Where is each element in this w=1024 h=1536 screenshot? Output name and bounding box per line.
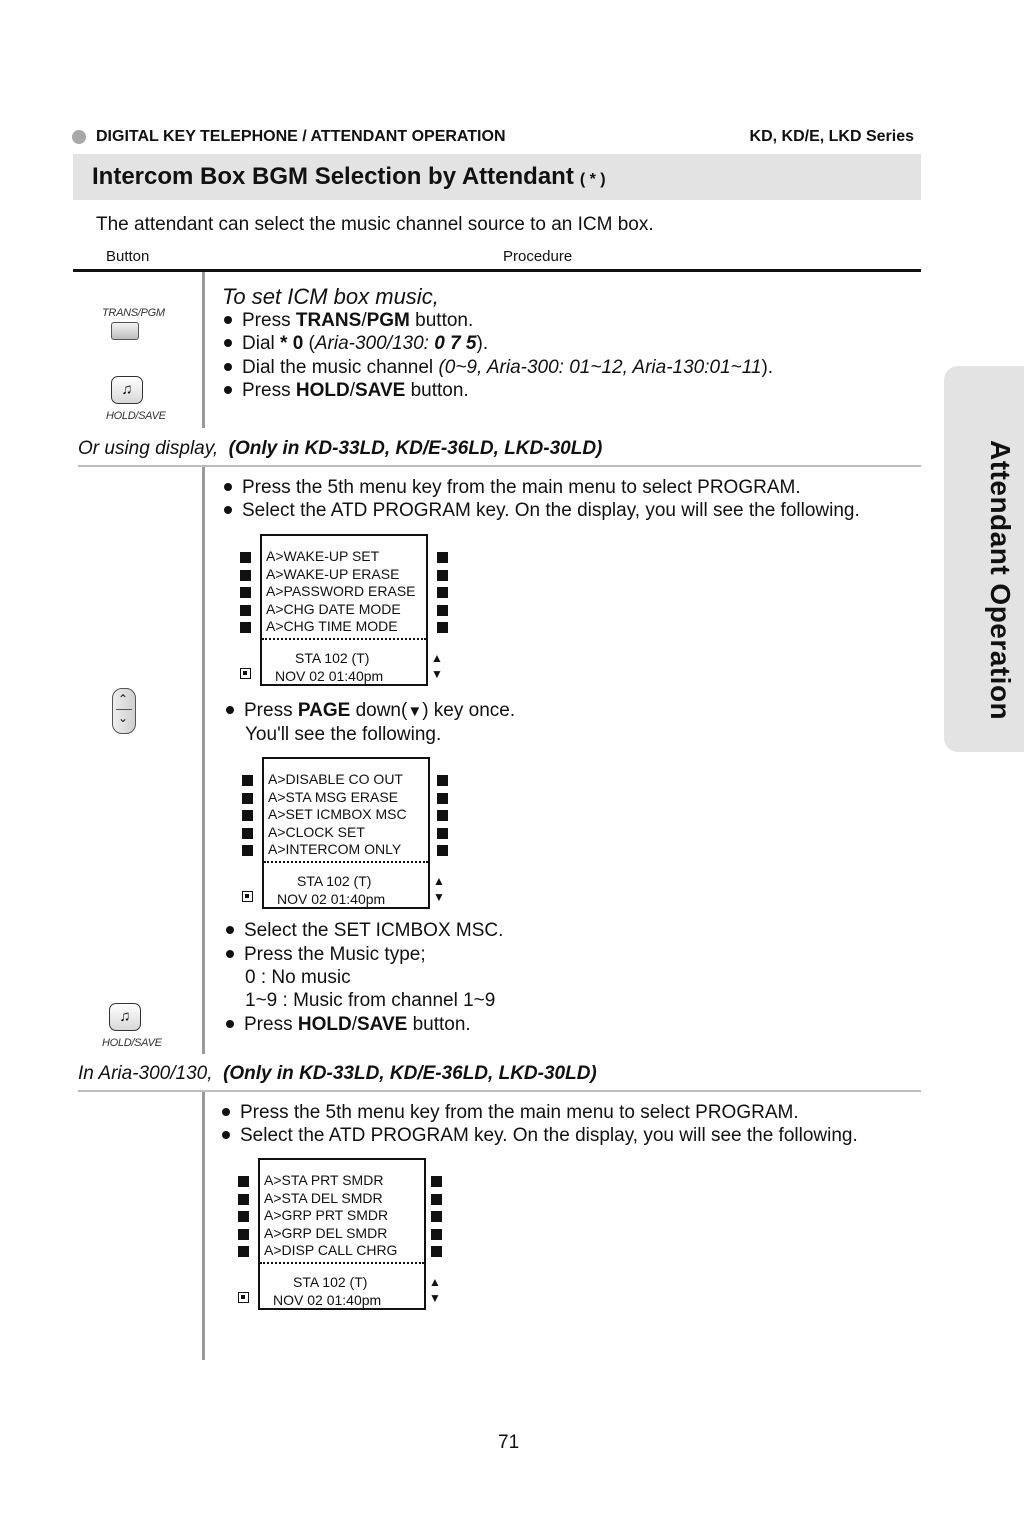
lcd-station-status: STA 102 (T) — [295, 650, 370, 666]
step-press-hold-save-2: Press HOLD/SAVE button. — [226, 1014, 471, 1036]
softkey-right-1 — [437, 775, 448, 786]
lcd-row: A>DISABLE CO OUT — [268, 771, 403, 787]
intro-text: The attendant can select the music channel source to an ICM box. — [96, 214, 654, 235]
lcd-indicator-icon — [240, 668, 251, 679]
lcd-separator — [260, 1262, 424, 1264]
bullet-icon — [226, 1020, 234, 1028]
softkey-right-5 — [431, 1246, 442, 1257]
step-5th-menu-key: Press the 5th menu key from the main menu to select PROGRAM. — [224, 477, 801, 499]
softkey-right-5 — [437, 845, 448, 856]
scroll-up-arrow-icon: ▲ — [431, 651, 443, 665]
scroll-up-arrow-icon: ▲ — [429, 1275, 441, 1289]
lcd-indicator-icon — [242, 891, 253, 902]
hold-save-key-icon: ♫ — [109, 1003, 141, 1031]
section3-heading: In Aria-300/130, (Only in KD-33LD, KD/E-36LD, LKD-30LD) — [78, 1063, 597, 1084]
down-triangle-icon: ▼ — [407, 703, 423, 720]
column-header-button: Button — [106, 248, 150, 265]
lcd-row: A>SET ICMBOX MSC — [268, 806, 407, 822]
lcd-row: A>STA DEL SMDR — [264, 1190, 383, 1206]
bullet-icon — [222, 1108, 230, 1116]
step-press-page-down: Press PAGE down(▼) key once. — [226, 700, 515, 722]
bullet-icon — [224, 363, 232, 371]
softkey-right-3 — [437, 810, 448, 821]
bullet-icon — [224, 506, 232, 514]
softkey-left-4 — [240, 605, 251, 616]
softkey-right-3 — [431, 1211, 442, 1222]
step-dial-code: Dial * 0 (Aria-300/130: 0 7 5). — [224, 333, 488, 355]
softkey-right-5 — [437, 622, 448, 633]
page-number: 71 — [498, 1432, 520, 1453]
hold-save-key-icon: ♫ — [111, 376, 143, 404]
softkey-right-4 — [431, 1229, 442, 1240]
softkey-left-5 — [242, 845, 253, 856]
softkey-right-4 — [437, 828, 448, 839]
section2-heading: Or using display, (Only in KD-33LD, KD/E-36LD, LKD-30LD) — [78, 438, 603, 459]
hold-save-label: HOLD/SAVE — [106, 410, 166, 422]
softkey-left-2 — [238, 1194, 249, 1205]
page-down-chevron-icon: ⌄ — [118, 711, 129, 725]
step-select-atd-program: Select the ATD PROGRAM key. On the display, you will see the following. — [222, 1125, 858, 1147]
scroll-down-arrow-icon: ▼ — [429, 1291, 441, 1305]
lcd-station-status: STA 102 (T) — [297, 873, 372, 889]
chapter-side-tab-label: Attendant Operation — [985, 440, 1016, 721]
softkey-left-1 — [240, 552, 251, 563]
trans-pgm-label: TRANS/PGM — [102, 307, 165, 319]
title-mark: ( * ) — [579, 171, 606, 188]
header-bullet-icon — [72, 130, 86, 144]
trans-pgm-key-icon — [111, 322, 139, 340]
softkey-right-2 — [437, 793, 448, 804]
bullet-icon — [226, 950, 234, 958]
lcd-row: A>CHG DATE MODE — [266, 601, 401, 617]
lcd-row: A>GRP PRT SMDR — [264, 1207, 389, 1223]
step-5th-menu-key: Press the 5th menu key from the main menu to select PROGRAM. — [222, 1102, 799, 1124]
lcd-display-3 — [238, 1158, 498, 1313]
section1-subtitle: To set ICM box music, — [222, 284, 439, 309]
bullet-icon — [224, 339, 232, 347]
step-press-music-type: Press the Music type; — [226, 944, 426, 966]
softkey-left-2 — [240, 570, 251, 581]
column-divider — [202, 272, 205, 428]
page-key-divider — [116, 709, 132, 710]
step-dial-channel: Dial the music channel (0~9, Aria-300: 01~12, Aria-130:01~11). — [224, 357, 773, 379]
bullet-icon — [224, 483, 232, 491]
lcd-row: A>WAKE-UP ERASE — [266, 566, 400, 582]
lcd-row: A>STA PRT SMDR — [264, 1172, 384, 1188]
column-divider — [202, 467, 205, 1054]
step-select-atd-program: Select the ATD PROGRAM key. On the display, you will see the following. — [224, 500, 860, 522]
softkey-left-1 — [238, 1176, 249, 1187]
softkey-right-2 — [437, 570, 448, 581]
softkey-right-3 — [437, 587, 448, 598]
step-press-trans-pgm: Press TRANS/PGM button. — [224, 310, 473, 332]
step-press-hold-save: Press HOLD/SAVE button. — [224, 380, 469, 402]
page-up-chevron-icon: ⌃ — [118, 692, 129, 706]
bullet-icon — [226, 706, 234, 714]
lcd-row: A>GRP DEL SMDR — [264, 1225, 388, 1241]
page-up-down-key-icon — [112, 688, 136, 734]
lcd-display-1 — [240, 534, 500, 689]
hold-save-label: HOLD/SAVE — [102, 1037, 162, 1049]
lcd-row: A>PASSWORD ERASE — [266, 583, 416, 599]
bullet-icon — [224, 386, 232, 394]
bullet-icon — [222, 1131, 230, 1139]
softkey-right-1 — [431, 1176, 442, 1187]
softkey-left-4 — [242, 828, 253, 839]
softkey-left-1 — [242, 775, 253, 786]
lcd-date-time: NOV 02 01:40pm — [275, 668, 384, 684]
lcd-row: A>STA MSG ERASE — [268, 789, 399, 805]
softkey-right-2 — [431, 1194, 442, 1205]
lcd-separator — [262, 638, 426, 640]
page-title — [92, 163, 606, 191]
softkey-left-4 — [238, 1229, 249, 1240]
header-rule — [73, 269, 921, 272]
scroll-down-arrow-icon: ▼ — [431, 667, 443, 681]
lcd-date-time: NOV 02 01:40pm — [273, 1292, 382, 1308]
softkey-left-5 — [238, 1246, 249, 1257]
column-divider — [202, 1092, 205, 1360]
step-see-following: You'll see the following. — [245, 724, 442, 745]
header-series: KD, KD/E, LKD Series — [749, 128, 914, 145]
softkey-left-3 — [240, 587, 251, 598]
softkey-left-2 — [242, 793, 253, 804]
lcd-row: A>DISP CALL CHRG — [264, 1242, 398, 1258]
page-title-text: Intercom Box BGM Selection by Attendant — [92, 163, 574, 190]
music-option-1-9: 1~9 : Music from channel 1~9 — [245, 990, 496, 1011]
lcd-date-time: NOV 02 01:40pm — [277, 891, 386, 907]
lcd-row: A>WAKE-UP SET — [266, 548, 380, 564]
lcd-row: A>CLOCK SET — [268, 824, 365, 840]
lcd-indicator-icon — [238, 1292, 249, 1303]
lcd-row: A>CHG TIME MODE — [266, 618, 398, 634]
softkey-left-3 — [238, 1211, 249, 1222]
softkey-right-1 — [437, 552, 448, 563]
music-option-0: 0 : No music — [245, 967, 351, 988]
lcd-separator — [264, 861, 428, 863]
lcd-station-status: STA 102 (T) — [293, 1274, 368, 1290]
softkey-left-5 — [240, 622, 251, 633]
step-select-set-icmbox: Select the SET ICMBOX MSC. — [226, 920, 503, 942]
scroll-down-arrow-icon: ▼ — [433, 890, 445, 904]
column-header-procedure: Procedure — [503, 248, 573, 265]
scroll-up-arrow-icon: ▲ — [433, 874, 445, 888]
softkey-left-3 — [242, 810, 253, 821]
bullet-icon — [226, 926, 234, 934]
header-left-text: DIGITAL KEY TELEPHONE / ATTENDANT OPERATION — [96, 128, 506, 145]
lcd-row: A>INTERCOM ONLY — [268, 841, 402, 857]
bullet-icon — [224, 316, 232, 324]
softkey-right-4 — [437, 605, 448, 616]
lcd-display-2 — [242, 757, 502, 912]
